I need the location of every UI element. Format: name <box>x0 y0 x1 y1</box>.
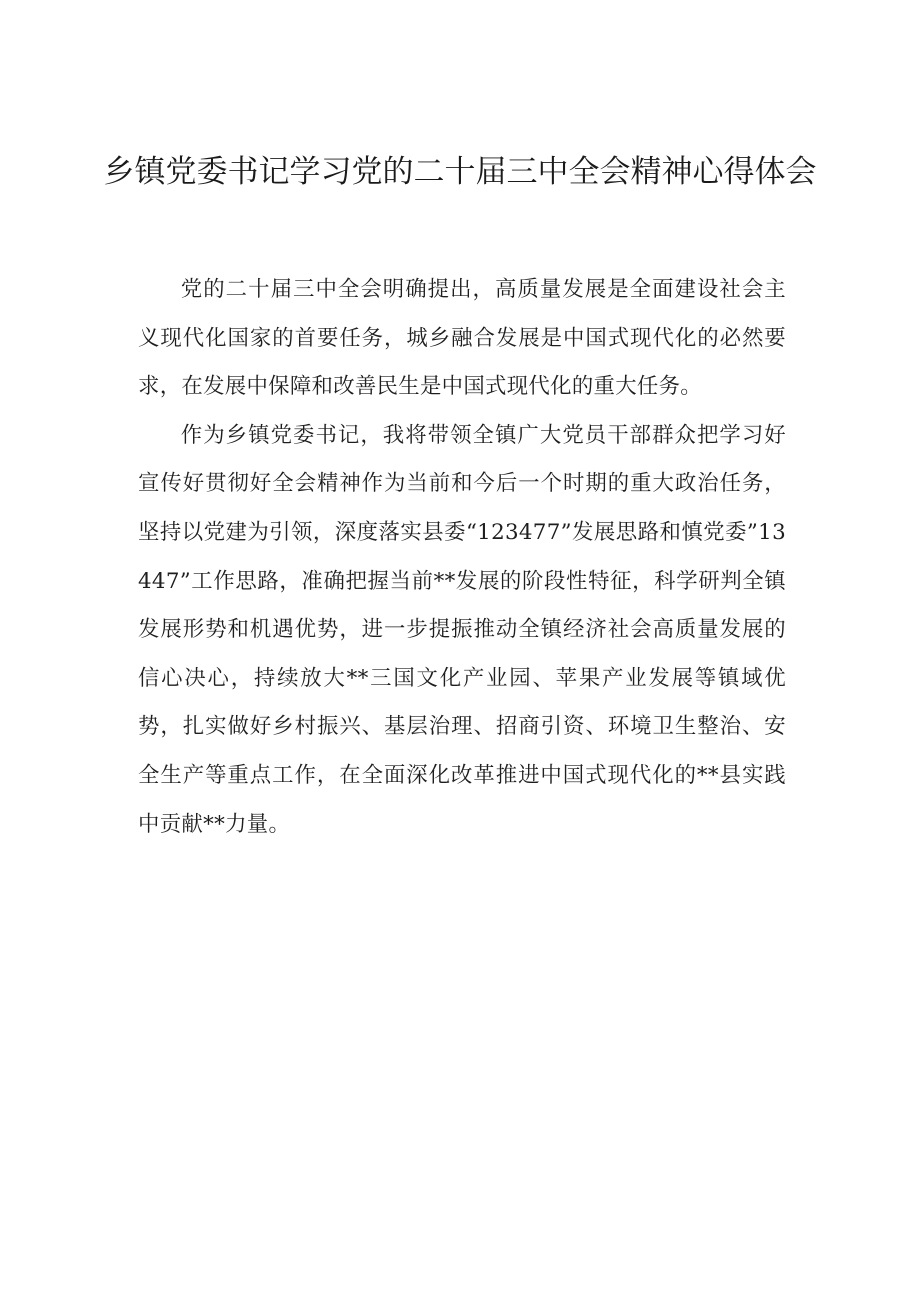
paragraph-2: 作为乡镇党委书记，我将带领全镇广大党员干部群众把学习好宣传好贯彻好全会精神作为当前和今后一个时期的重大政治任务，坚持以党建为引领，深度落实县委“123477”发展思路和慎党委”13447”工作思路，准确把握当前**发展的阶段性特征，科学研判全镇发展形势和机遇优势，进一步提振推动全镇经济社会高质量发展的信心决心，持续放大**三国文化产业园、苹果产业发展等镇域优势，扎实做好乡村振兴、基层治理、招商引资、环境卫生整治、安全生产等重点工作，在全面深化改革推进中国式现代化的**县实践中贡献**力量。 <box>138 422 786 837</box>
document-title: 乡镇党委书记学习党的二十届三中全会精神心得体会 <box>103 154 817 190</box>
paragraph-1: 党的二十届三中全会明确提出，高质量发展是全面建设社会主义现代化国家的首要任务，城乡融合发展是中国式现代化的必然要求，在发展中保障和改善民生是中国式现代化的重大任务。 <box>138 277 786 400</box>
document-body <box>138 266 786 849</box>
